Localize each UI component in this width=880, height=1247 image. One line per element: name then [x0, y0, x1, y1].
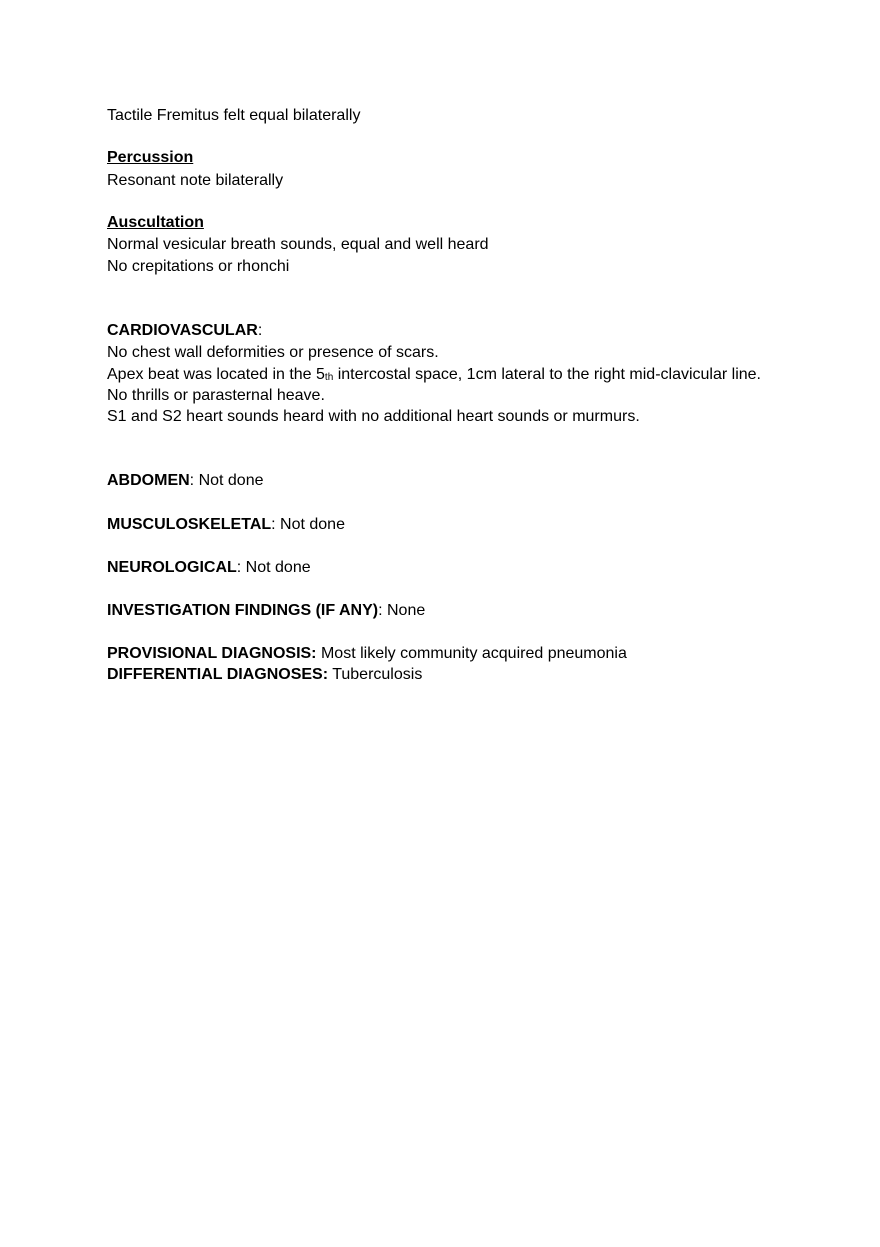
cardiovascular-text: No thrills or parasternal heave. — [107, 387, 325, 404]
percussion-heading: Percussion — [107, 149, 194, 166]
text-part: Apex beat was located in the 5 — [107, 366, 325, 383]
section-label: NEUROLOGICAL — [107, 559, 237, 576]
differential-diagnoses — [107, 666, 422, 684]
auscultation-heading: Auscultation — [107, 214, 204, 231]
text-part: intercostal space, 1cm lateral to the right mid-clavicular line. — [333, 366, 761, 383]
cardiovascular-text: No chest wall deformities or presence of scars. — [107, 344, 439, 361]
neurological-section — [107, 559, 311, 577]
section-value: : Not done — [236, 559, 311, 576]
diagnosis-value: Most likely community acquired pneumonia — [316, 645, 627, 662]
abdomen-section — [107, 472, 264, 490]
auscultation-text: No crepitations or rhonchi — [107, 258, 290, 275]
musculoskeletal-section — [107, 516, 345, 534]
section-label: INVESTIGATION FINDINGS (IF ANY) — [107, 602, 379, 619]
investigation-section — [107, 602, 425, 620]
section-value: : Not done — [271, 516, 345, 533]
cardiovascular-heading — [107, 322, 262, 340]
cardiovascular-text: S1 and S2 heart sounds heard with no additional heart sounds or murmurs. — [107, 408, 640, 425]
auscultation-text: Normal vesicular breath sounds, equal and well heard — [107, 236, 489, 253]
section-label: MUSCULOSKELETAL — [107, 516, 272, 533]
section-label: ABDOMEN — [107, 472, 190, 489]
percussion-text: Resonant note bilaterally — [107, 172, 284, 189]
ordinal-suffix: th — [324, 372, 334, 383]
diagnosis-label: DIFFERENTIAL DIAGNOSES: — [107, 666, 329, 683]
cardiovascular-label: CARDIOVASCULAR — [107, 322, 258, 339]
section-value: : None — [378, 602, 426, 619]
provisional-diagnosis — [107, 645, 627, 663]
colon: : — [257, 322, 263, 339]
diagnosis-label: PROVISIONAL DIAGNOSIS: — [107, 645, 317, 662]
section-value: : Not done — [189, 472, 264, 489]
diagnosis-value: Tuberculosis — [328, 666, 423, 683]
cardiovascular-text — [107, 366, 761, 387]
palpation-text: Tactile Fremitus felt equal bilaterally — [107, 107, 361, 124]
